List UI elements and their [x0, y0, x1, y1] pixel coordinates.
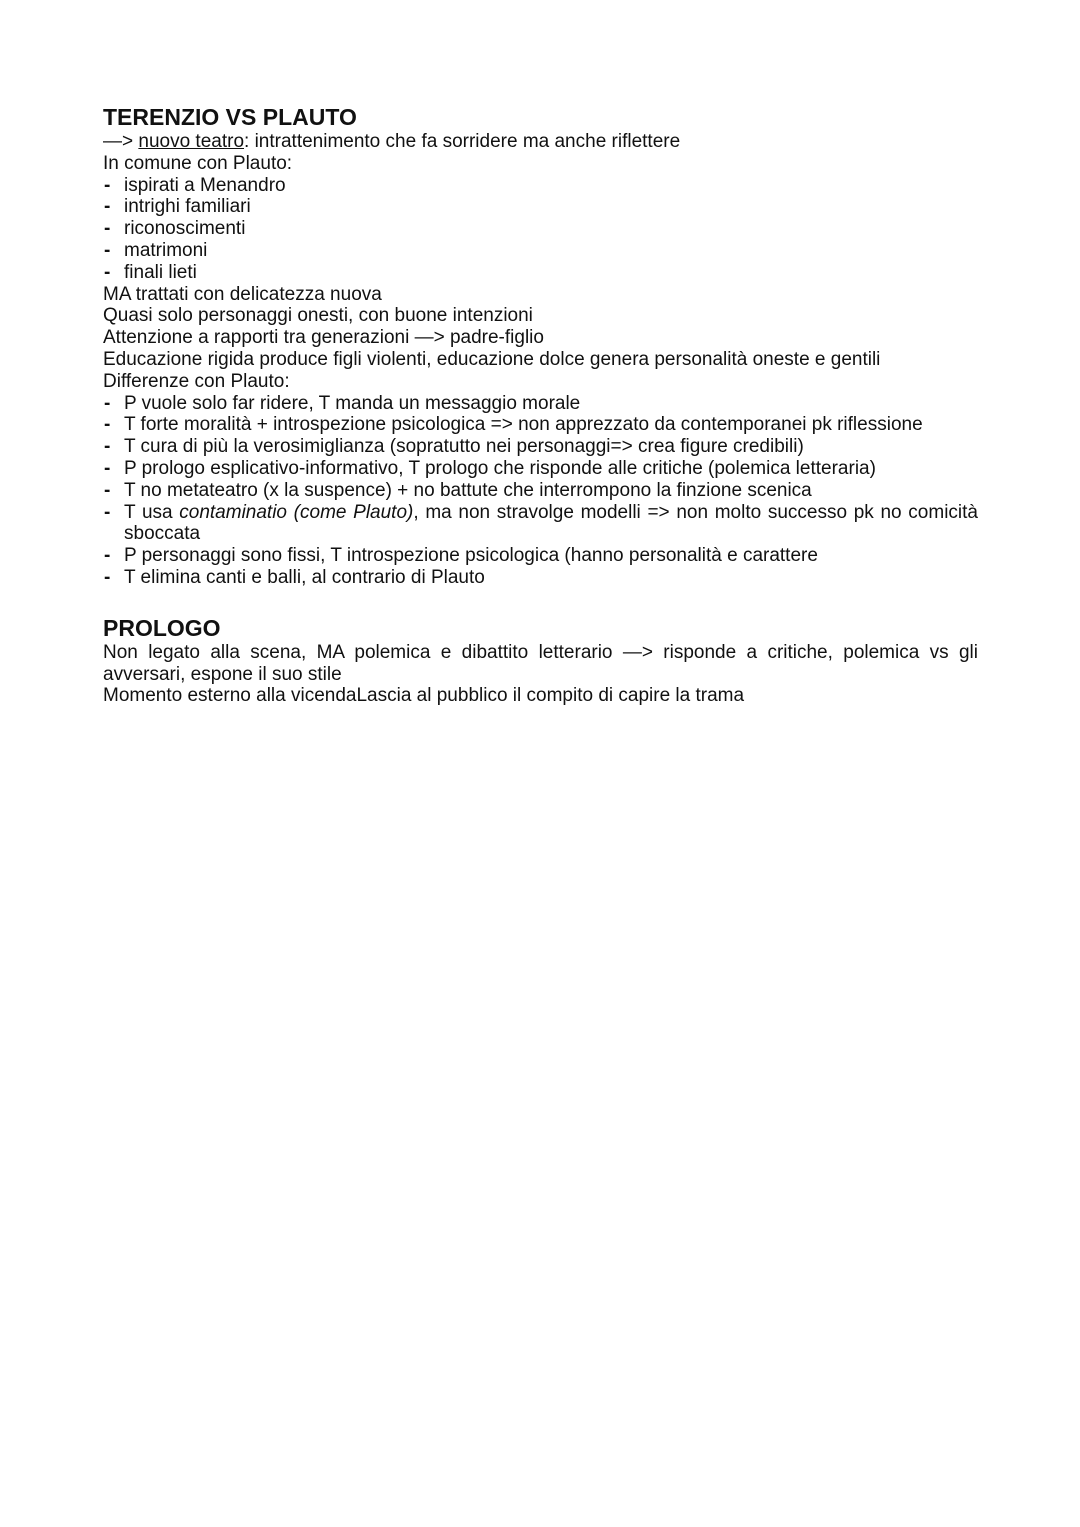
intro-line — [103, 131, 978, 153]
prologo-paragraph: Momento esterno alla vicendaLascia al pubblico il compito di capire la trama — [103, 685, 745, 707]
contamin-pre: T usa — [124, 501, 180, 523]
differences-list — [103, 393, 978, 589]
common-list — [103, 175, 978, 284]
contamin-post: , ma non stravolge modelli => non molto successo pk no comicità sboccata — [124, 501, 978, 545]
list-item: - T cura di più la verosimiglianza (sopratutto nei personaggi=> crea figure credibili) — [103, 436, 978, 458]
contamin-italic: contaminatio (come Plauto) — [179, 501, 414, 523]
list-item: - riconoscimenti — [103, 218, 978, 240]
arrow-text: —> — [103, 131, 139, 152]
list-item: - T forte moralità + introspezione psicologica => non apprezzato da contemporanei pk riflessione — [103, 414, 978, 436]
text-line: Educazione rigida produce figli violenti, educazione dolce genera personalità oneste e gentili — [103, 348, 881, 370]
list-item: - T no metateatro (x la suspence) + no battute che interrompono la finzione scenica — [103, 480, 978, 502]
document-page — [103, 104, 978, 707]
list-item: - T elimina canti e balli, al contrario di Plauto — [103, 567, 978, 589]
list-item: - finali lieti — [103, 262, 978, 284]
list-item: - matrimoni — [103, 240, 978, 262]
diff-heading: Differenze con Plauto: — [103, 370, 290, 392]
common-heading: In comune con Plauto: — [103, 152, 293, 174]
prologo-paragraph: Non legato alla scena, MA polemica e dibattito letterario —> risponde a critiche, polemica vs gli avversari, espone il suo stile — [103, 641, 978, 685]
text-line: MA trattati con delicatezza nuova — [103, 283, 382, 305]
section-terenzio-vs-plauto — [103, 104, 978, 589]
list-item: - P prologo esplicativo-informativo, T prologo che risponde alle critiche (polemica letteraria) — [103, 458, 978, 480]
text-line: Attenzione a rapporti tra generazioni —> padre-figlio — [103, 327, 544, 349]
list-item: - intrighi familiari — [103, 196, 978, 218]
text-line: Quasi solo personaggi onesti, con buone intenzioni — [103, 305, 533, 327]
list-item: - P personaggi sono fissi, T introspezione psicologica (hanno personalità e carattere — [103, 545, 978, 567]
intro-rest: : intrattenimento che fa sorridere ma anche riflettere — [244, 131, 681, 152]
section-title: TERENZIO VS PLAUTO — [103, 104, 357, 130]
list-item: - ispirati a Menandro — [103, 175, 978, 197]
list-item-contaminatio — [103, 502, 978, 546]
section-title: PROLOGO — [103, 614, 221, 641]
nuovo-teatro-underlined: nuovo teatro — [138, 131, 245, 152]
list-item: - P vuole solo far ridere, T manda un messaggio morale — [103, 393, 978, 415]
section-prologo — [103, 615, 978, 707]
